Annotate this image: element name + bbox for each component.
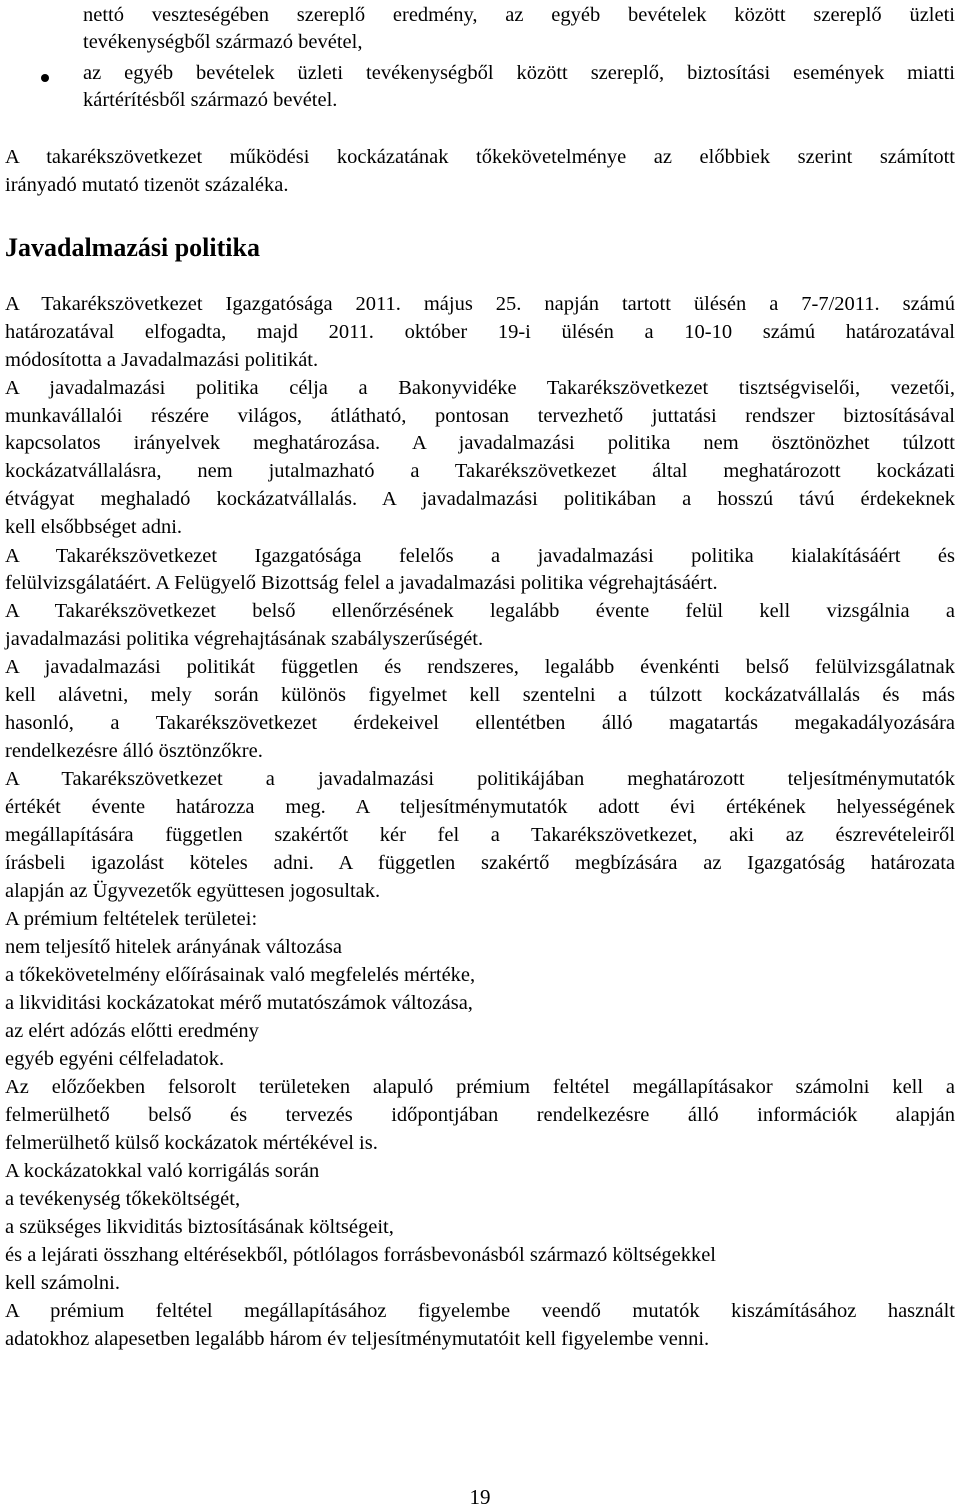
text-line: a szükséges likviditás biztosításának költségeit, (5, 1216, 394, 1238)
text-line: felmerülhető külső kockázatok mértékével is. (5, 1132, 378, 1154)
text-line: A Takarékszövetkezet Igazgatósága 2011. május 25. napján tartott ülésén a 7-7/2011. számú (5, 293, 955, 315)
text-line: a tőkekövetelmény előírásainak való megfelelés mértéke, (5, 964, 476, 986)
text-line: írásbeli igazolást köteles adni. A független szakértő megbízására az Igazgatóság határozata (5, 852, 955, 874)
text-line: A Takarékszövetkezet Igazgatósága felelős a javadalmazási politika kialakításáért és (5, 545, 955, 567)
text-line: A kockázatokkal való korrigálás során (5, 1160, 320, 1182)
section-heading: Javadalmazási politika (5, 233, 260, 262)
text-line: a likviditási kockázatokat mérő mutatószámok változása, (5, 992, 473, 1014)
text-line: módosította a Javadalmazási politikát. (5, 349, 319, 371)
text-line: rendelkezésre álló ösztönzőkre. (5, 740, 263, 762)
text-line: kell számolni. (5, 1272, 121, 1294)
text-line: A javadalmazási politikát független és rendszeres, legalább évenkénti belső felülvizsgálatnak (5, 656, 955, 678)
text-line: étvágyat meghaladó kockázatvállalás. A javadalmazási politikában a hosszú távú érdekeknek (5, 488, 955, 510)
text-line: nem teljesítő hitelek arányának változása (5, 936, 342, 958)
text-line: határozatával elfogadta, majd 2011. október 19-i ülésén a 10-10 számú határozatával (5, 321, 955, 343)
text-line: A Takarékszövetkezet a javadalmazási politikájában meghatározott teljesítménymutatók (5, 768, 955, 790)
text-line: javadalmazási politika végrehajtásának szabályszerűségét. (5, 628, 484, 650)
text-line: és a lejárati összhang eltérésekből, pótlólagos forrásbevonásból származó költségekkel (5, 1244, 716, 1266)
text-line: munkavállalói részére világos, átlátható, pontosan tervezhető juttatási rendszer biztosításával (5, 405, 955, 427)
text-line: értékét évente határozza meg. A teljesítménymutatók adott évi értékének helyességének (5, 796, 955, 818)
text-line: kell alávetni, mely során különös figyelmet kell szentelni a túlzott kockázatvállalás és más (5, 684, 955, 706)
text-line: adatokhoz alapesetben legalább három év teljesítménymutatóit kell figyelembe venni. (5, 1328, 710, 1350)
text-line: az elért adózás előtti eredmény (5, 1020, 259, 1042)
text-line: kockázatvállalásra, nem jutalmazható a Takarékszövetkezet által meghatározott kockázati (5, 460, 955, 482)
text-line: tevékenységből származó bevétel, (83, 31, 363, 53)
text-line: kapcsolatos irányelvek meghatározása. A javadalmazási politika nem ösztönözhet túlzott (5, 432, 955, 454)
text-line: A javadalmazási politika célja a Bakonyvidéke Takarékszövetkezet tisztségviselői, vezetői, (5, 377, 955, 399)
text-line: Az előzőekben felsorolt területeken alapuló prémium feltétel megállapításakor számolni kell a (5, 1076, 955, 1098)
bullet-icon (41, 74, 49, 82)
text-line: A prémium feltételek területei: (5, 908, 258, 930)
text-line: a tevékenység tőkeköltségét, (5, 1188, 241, 1210)
text-line: felmerülhető belső és tervezés időpontjában rendelkezésre álló információk alapján (5, 1104, 955, 1126)
page-number: 19 (469, 1485, 491, 1509)
text-line: megállapítására független szakértőt kér fel a Takarékszövetkezet, aki az észrevételeiről (5, 824, 955, 846)
text-line: nettó veszteségében szereplő eredmény, az egyéb bevételek között szereplő üzleti (83, 4, 955, 26)
text-line: hasonló, a Takarékszövetkezet érdekeivel ellentétben álló magatartás megakadályozására (5, 712, 955, 734)
text-line: A Takarékszövetkezet belső ellenőrzésének legalább évente felül kell vizsgálnia a (5, 600, 955, 622)
text-line: kell elsőbbséget adni. (5, 516, 183, 538)
text-line: A takarékszövetkezet működési kockázatának tőkekövetelménye az előbbiek szerint számított (5, 146, 955, 168)
text-line: az egyéb bevételek üzleti tevékenységből között szereplő, biztosítási események miatti (83, 62, 955, 84)
text-line: A prémium feltétel megállapításához figyelembe veendő mutatók kiszámításához használt (5, 1300, 955, 1322)
text-line: kártérítésből származó bevétel. (83, 89, 338, 111)
text-line: felülvizsgálatáért. A Felügyelő Bizottság felel a javadalmazási politika végrehajtásáért. (5, 572, 718, 594)
text-line: irányadó mutató tizenöt százaléka. (5, 174, 289, 196)
text-line: egyéb egyéni célfeladatok. (5, 1048, 225, 1070)
text-line: alapján az Ügyvezetők együttesen jogosultak. (5, 880, 381, 902)
